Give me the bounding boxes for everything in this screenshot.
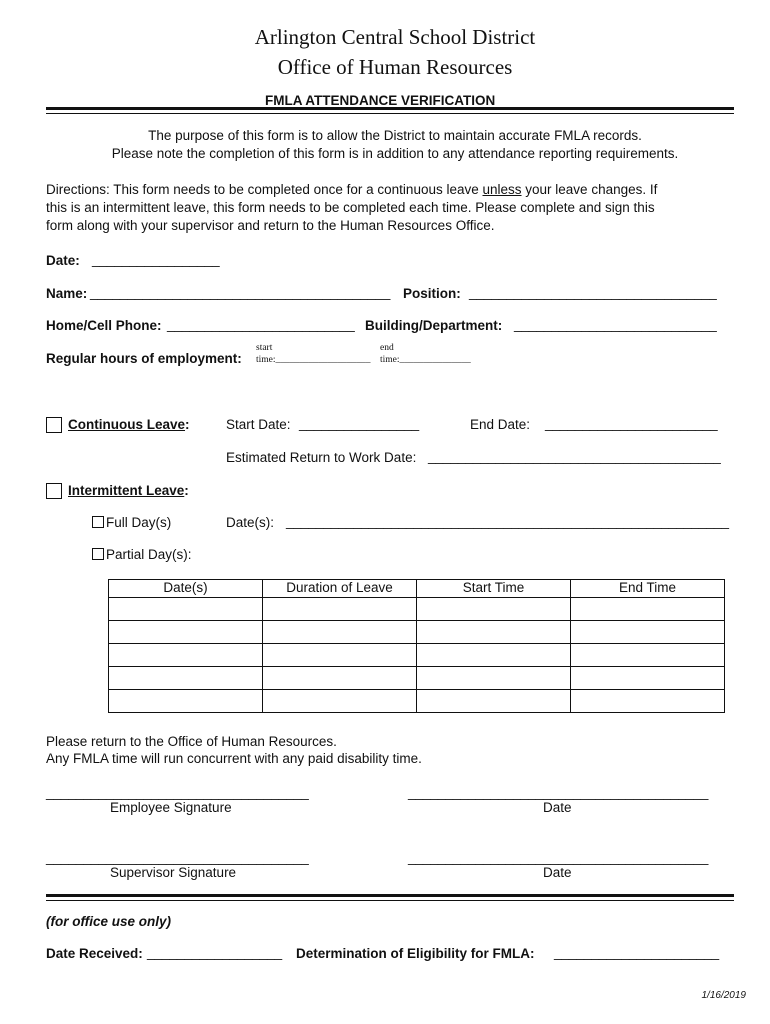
revision-date: 1/16/2019 — [701, 990, 746, 1001]
date-label: Date: — [46, 253, 80, 268]
table-cell[interactable] — [417, 667, 571, 690]
col-duration: Duration of Leave — [263, 580, 417, 598]
table-row — [109, 667, 725, 690]
table-row — [109, 621, 725, 644]
continuous-leave-checkbox[interactable] — [46, 417, 62, 433]
supervisor-date-label: Date — [543, 865, 572, 880]
date-field[interactable]: _________________ — [92, 252, 220, 267]
directions-unless: unless — [482, 182, 522, 197]
directions-text-b: your leave changes. If — [521, 182, 658, 197]
table-cell[interactable] — [417, 621, 571, 644]
full-day-label: Full Day(s) — [106, 515, 172, 530]
dates-label: Date(s): — [226, 515, 275, 530]
hours-label: Regular hours of employment: — [46, 351, 242, 366]
office-title: Office of Human Resources — [277, 55, 513, 79]
table-cell[interactable] — [571, 690, 725, 713]
purpose-line-2: Please note the completion of this form is in addition to any attendance reporting requirements. — [111, 146, 679, 161]
closing-line-1: Please return to the Office of Human Resources. — [46, 734, 337, 749]
directions-line-3: form along with your supervisor and return to the Human Resources Office. — [46, 218, 495, 233]
end-date-field[interactable]: _______________________ — [545, 416, 718, 431]
intermittent-leave-checkbox[interactable] — [46, 483, 62, 499]
phone-label: Home/Cell Phone: — [46, 318, 162, 333]
employee-date-label: Date — [543, 800, 572, 815]
table-cell[interactable] — [263, 690, 417, 713]
start-date-label: Start Date: — [226, 417, 291, 432]
employee-date-line[interactable]: ________________________________________ — [408, 785, 709, 800]
supervisor-signature-line[interactable]: ___________________________________ — [46, 850, 309, 865]
header-divider — [46, 107, 734, 114]
table-cell[interactable] — [417, 598, 571, 621]
directions-line-2: this is an intermittent leave, this form needs to be completed each time. Please complete and sign this — [46, 200, 655, 215]
end-date-label: End Date: — [470, 417, 531, 432]
intermittent-leave-label — [68, 483, 189, 498]
table-cell[interactable] — [109, 621, 263, 644]
dates-field[interactable]: ___________________________________________________________ — [286, 514, 729, 529]
position-label: Position: — [403, 286, 461, 301]
col-start-time: Start Time — [417, 580, 571, 598]
table-cell[interactable] — [263, 598, 417, 621]
table-cell[interactable] — [263, 667, 417, 690]
table-cell[interactable] — [109, 667, 263, 690]
table-row — [109, 690, 725, 713]
table-cell[interactable] — [417, 690, 571, 713]
table-cell[interactable] — [571, 667, 725, 690]
table-cell[interactable] — [571, 644, 725, 667]
partial-day-checkbox[interactable] — [92, 548, 104, 560]
directions-text-a: Directions: This form needs to be completed once for a continuous leave — [46, 182, 483, 197]
eligibility-label: Determination of Eligibility for FMLA: — [296, 946, 535, 961]
col-end-time: End Time — [571, 580, 725, 598]
partial-day-table — [108, 579, 725, 713]
district-title: Arlington Central School District — [254, 25, 536, 49]
table-cell[interactable] — [571, 598, 725, 621]
date-received-label: Date Received: — [46, 946, 143, 961]
name-label: Name: — [46, 286, 88, 301]
supervisor-signature-label: Supervisor Signature — [110, 865, 237, 880]
eligibility-field[interactable]: ______________________ — [554, 945, 720, 960]
start-time-field[interactable]: time:____________________ — [256, 355, 371, 365]
table-cell[interactable] — [109, 598, 263, 621]
phone-field[interactable]: _________________________ — [167, 317, 355, 332]
end-word: end — [380, 343, 394, 353]
col-dates: Date(s) — [109, 580, 263, 598]
end-time-field[interactable]: time:_______________ — [380, 355, 471, 365]
table-cell[interactable] — [263, 644, 417, 667]
table-header-row — [109, 580, 725, 598]
table-row — [109, 598, 725, 621]
date-received-field[interactable]: __________________ — [147, 945, 283, 960]
employee-signature-label: Employee Signature — [110, 800, 232, 815]
return-date-field[interactable]: _______________________________________ — [428, 449, 721, 464]
table-cell[interactable] — [263, 621, 417, 644]
purpose-line-1: The purpose of this form is to allow the District to maintain accurate FMLA records. — [148, 128, 642, 143]
table-cell[interactable] — [571, 621, 725, 644]
building-field[interactable]: ___________________________ — [514, 317, 717, 332]
office-divider — [46, 894, 734, 901]
table-cell[interactable] — [109, 690, 263, 713]
table-cell[interactable] — [109, 644, 263, 667]
table-cell[interactable] — [417, 644, 571, 667]
continuous-leave-colon: : — [185, 417, 190, 432]
office-use-heading: (for office use only) — [46, 914, 172, 929]
name-field[interactable]: ________________________________________ — [90, 285, 391, 300]
return-date-label: Estimated Return to Work Date: — [226, 450, 417, 465]
start-word: start — [256, 343, 273, 353]
continuous-leave-label — [68, 417, 190, 432]
directions-line-1 — [46, 182, 657, 197]
start-date-field[interactable]: ________________ — [299, 416, 420, 431]
table-row — [109, 644, 725, 667]
intermittent-leave-text: Intermittent Leave — [68, 483, 185, 498]
supervisor-date-line[interactable]: ________________________________________ — [408, 850, 709, 865]
intermittent-leave-colon: : — [184, 483, 189, 498]
full-day-checkbox[interactable] — [92, 516, 104, 528]
building-label: Building/Department: — [365, 318, 503, 333]
employee-signature-line[interactable]: ___________________________________ — [46, 785, 309, 800]
continuous-leave-text: Continuous Leave — [68, 417, 186, 432]
closing-line-2: Any FMLA time will run concurrent with any paid disability time. — [46, 751, 422, 766]
position-field[interactable]: _________________________________ — [469, 285, 717, 300]
partial-day-label: Partial Day(s): — [106, 547, 192, 562]
form-title: FMLA ATTENDANCE VERIFICATION — [265, 93, 496, 108]
